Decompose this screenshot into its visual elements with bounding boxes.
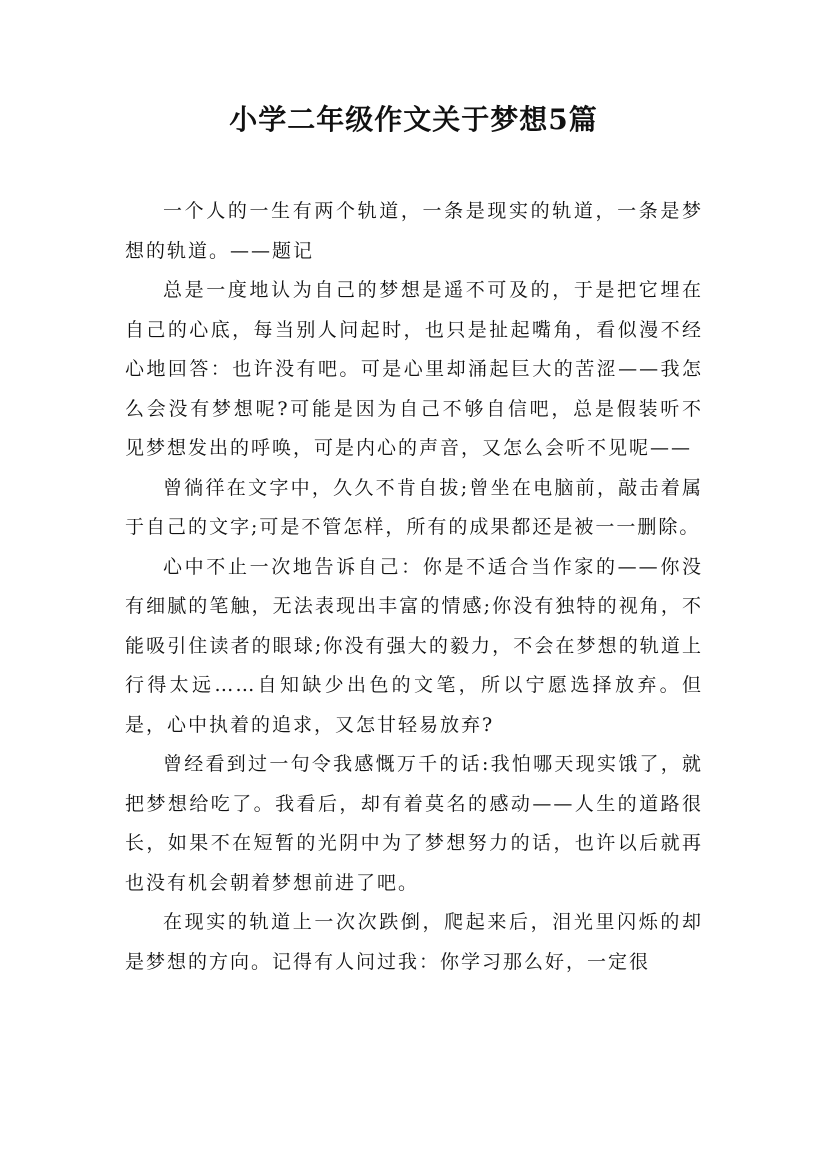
paragraph: 曾徜徉在文字中，久久不肯自拔;曾坐在电脑前，敲击着属于自己的文字;可是不管怎样，所有的成果都还是被一一删除。: [125, 476, 703, 538]
paragraph: 总是一度地认为自己的梦想是遥不可及的，于是把它埋在自己的心底，每当别人问起时，也只是扯起嘴角，看似漫不经心地回答：也许没有吧。可是心里却涌起巨大的苦涩——我怎么会没有梦想呢?可能是因为自己不够自信吧，总是假装听不见梦想发出的呼唤，可是内心的声音，又怎么会听不见呢——: [125, 279, 703, 459]
paragraph-epigraph: 一个人的一生有两个轨道，一条是现实的轨道，一条是梦想的轨道。——题记: [125, 200, 703, 262]
paragraph: 在现实的轨道上一次次跌倒，爬起来后，泪光里闪烁的却是梦想的方向。记得有人问过我：你学习那么好，一定很: [125, 911, 703, 973]
document-body: [125, 192, 703, 982]
paragraph: 曾经看到过一句令我感慨万千的话:我怕哪天现实饿了，就把梦想给吃了。我看后，却有着莫名的感动——人生的道路很长，如果不在短暂的光阴中为了梦想努力的话，也许以后就再也没有机会朝着梦想前进了吧。: [125, 753, 703, 894]
document-title: 小学二年级作文关于梦想5篇: [229, 103, 598, 136]
paragraph: 心中不止一次地告诉自己：你是不适合当作家的——你没有细腻的笔触，无法表现出丰富的情感;你没有独特的视角，不能吸引住读者的眼球;你没有强大的毅力，不会在梦想的轨道上行得太远……自知缺少出色的文笔，所以宁愿选择放弃。但是，心中执着的追求，又怎甘轻易放弃?: [125, 555, 703, 736]
